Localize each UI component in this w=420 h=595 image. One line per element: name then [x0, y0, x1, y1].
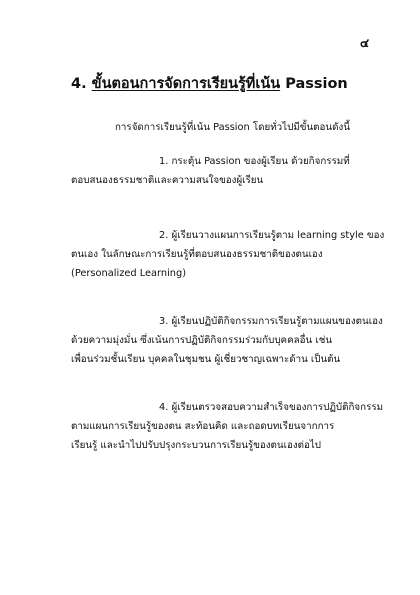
heading-number: 4. — [71, 76, 87, 92]
step-1-line-1: 1. กระตุ้น Passion ของผู้เรียน ด้วยกิจกรรมที่ — [159, 156, 350, 167]
step-4-line-2: ตามแผนการเรียนรู้ของตน สะท้อนคิด และถอดบทเรียนจากการ — [71, 421, 335, 432]
step-2-line-3: (Personalized Learning) — [71, 268, 187, 279]
section-heading — [71, 72, 401, 95]
step-4-line-1: 4. ผู้เรียนตรวจสอบความสำเร็จของการปฏิบัติกิจกรรม — [159, 402, 384, 413]
intro-line: การจัดการเรียนรู้ที่เน้น Passion โดยทั่วไปมีขั้นตอนดังนี้ — [115, 122, 350, 133]
step-4-line-3: เรียนรู้ และนำไปปรับปรุงกระบวนการเรียนรู้ของตนเองต่อไป — [71, 440, 322, 451]
step-3-line-3: เพื่อนร่วมชั้นเรียน บุคคลในชุมชน ผู้เชี่ยวชาญเฉพาะด้าน เป็นต้น — [71, 354, 341, 365]
step-1-paragraph — [71, 152, 373, 190]
step-1-line-2: ตอบสนองธรรมชาติและความสนใจของผู้เรียน — [71, 175, 264, 186]
page-number: ๔ — [360, 36, 370, 50]
step-2-line-1: 2. ผู้เรียนวางแผนการเรียนรู้ตาม learning style ของ — [159, 230, 385, 241]
step-4-paragraph — [71, 398, 384, 455]
step-2-line-2: ตนเอง ในลักษณะการเรียนรู้ที่ตอบสนองธรรมชาติของตนเอง — [71, 249, 323, 260]
heading-keyword: Passion — [285, 76, 348, 92]
step-3-paragraph — [71, 312, 383, 369]
heading-title: ขั้นตอนการจัดการเรียนรู้ที่เน้น — [91, 76, 281, 92]
step-3-line-1: 3. ผู้เรียนปฏิบัติกิจกรรมการเรียนรู้ตามแผนของตนเอง — [159, 316, 383, 327]
step-2-paragraph — [71, 226, 385, 283]
step-3-line-2: ด้วยความมุ่งมั่น ซึ่งเน้นการปฏิบัติกิจกรรมร่วมกับบุคคลอื่น เช่น — [71, 335, 333, 346]
intro-paragraph — [71, 118, 373, 137]
